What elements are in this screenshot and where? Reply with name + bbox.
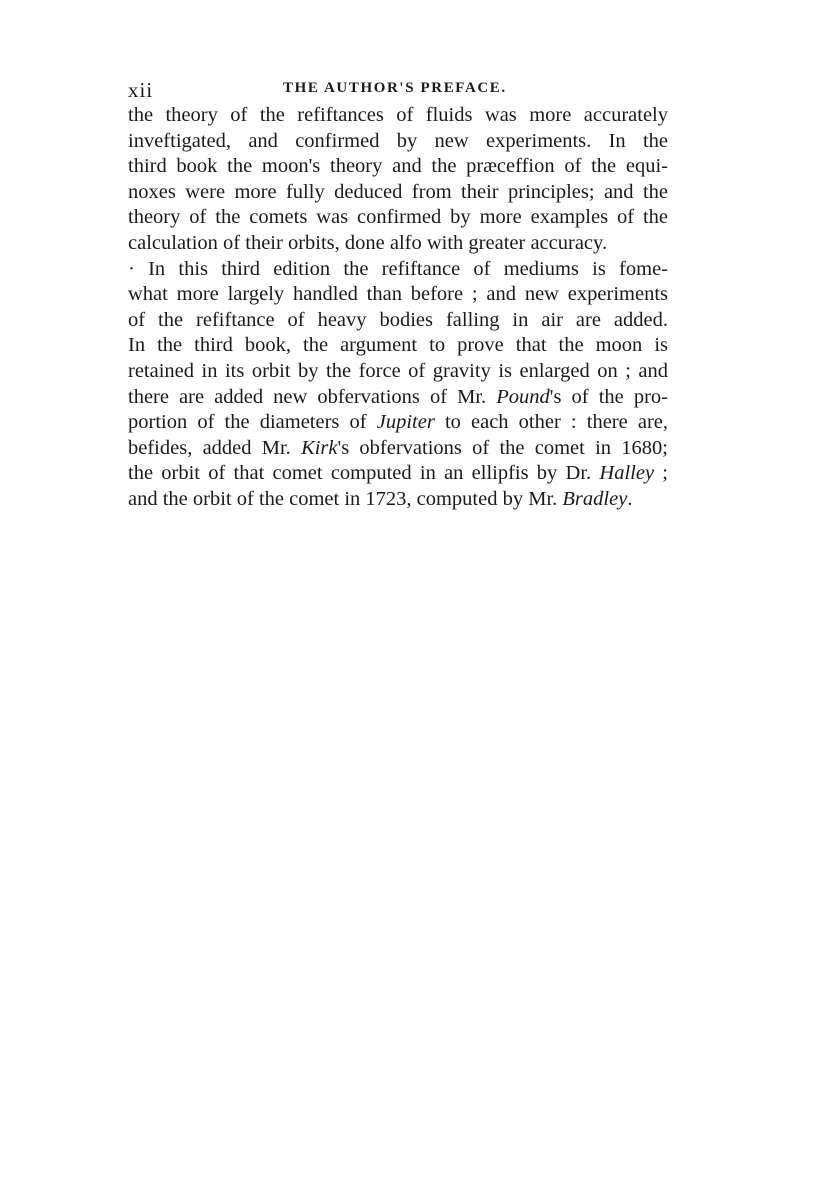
text-line: third book the moon's theory and the præceffion of the equi- [128, 155, 668, 178]
name-jupiter: Jupiter [376, 411, 435, 434]
body-text [128, 103, 668, 513]
name-pound: Pound [496, 385, 550, 408]
text-line: the theory of the refiftances of fluids was more accurately [128, 104, 668, 126]
name-kirk: Kirk [301, 436, 338, 459]
text-line: inveftigated, and confirmed by new experiments. In the [128, 129, 668, 152]
text-line: befides, added Mr. Kirk's obfervations of the comet in 1680; [128, 436, 668, 459]
text-line: portion of the diameters of Jupiter to each other : there are, [128, 411, 668, 434]
text-line: of the refiftance of heavy bodies falling in air are added. [128, 308, 668, 331]
text-line: there are added new obfervations of Mr. Pound's of the pro- [128, 385, 668, 408]
text-line: what more largely handled than before ; and new experiments [128, 283, 668, 306]
name-halley: Halley [599, 462, 655, 485]
running-head-title: THE AUTHOR'S PREFACE. [283, 80, 507, 96]
text-line: In the third book, the argument to prove that the moon is [128, 334, 668, 357]
running-head [128, 78, 668, 102]
text-line: retained in its orbit by the force of gravity is enlarged on ; and [128, 359, 668, 382]
name-bradley: Bradley [562, 487, 628, 510]
text-line: theory of the comets was confirmed by more examples of the [128, 206, 668, 229]
text-line: and the orbit of the comet in 1723, computed by Mr. Bradley. [128, 487, 633, 510]
page-number: xii [128, 78, 154, 102]
text-line: noxes were more fully deduced from their principles; and the [128, 180, 668, 203]
text-line-paragraph-start: · In this third edition the refiftance of mediums is fome- [128, 257, 668, 280]
text-line: the orbit of that comet computed in an ellipfis by Dr. Halley ; [128, 462, 668, 485]
text-line: calculation of their orbits, done alfo with greater accuracy. [128, 231, 608, 254]
